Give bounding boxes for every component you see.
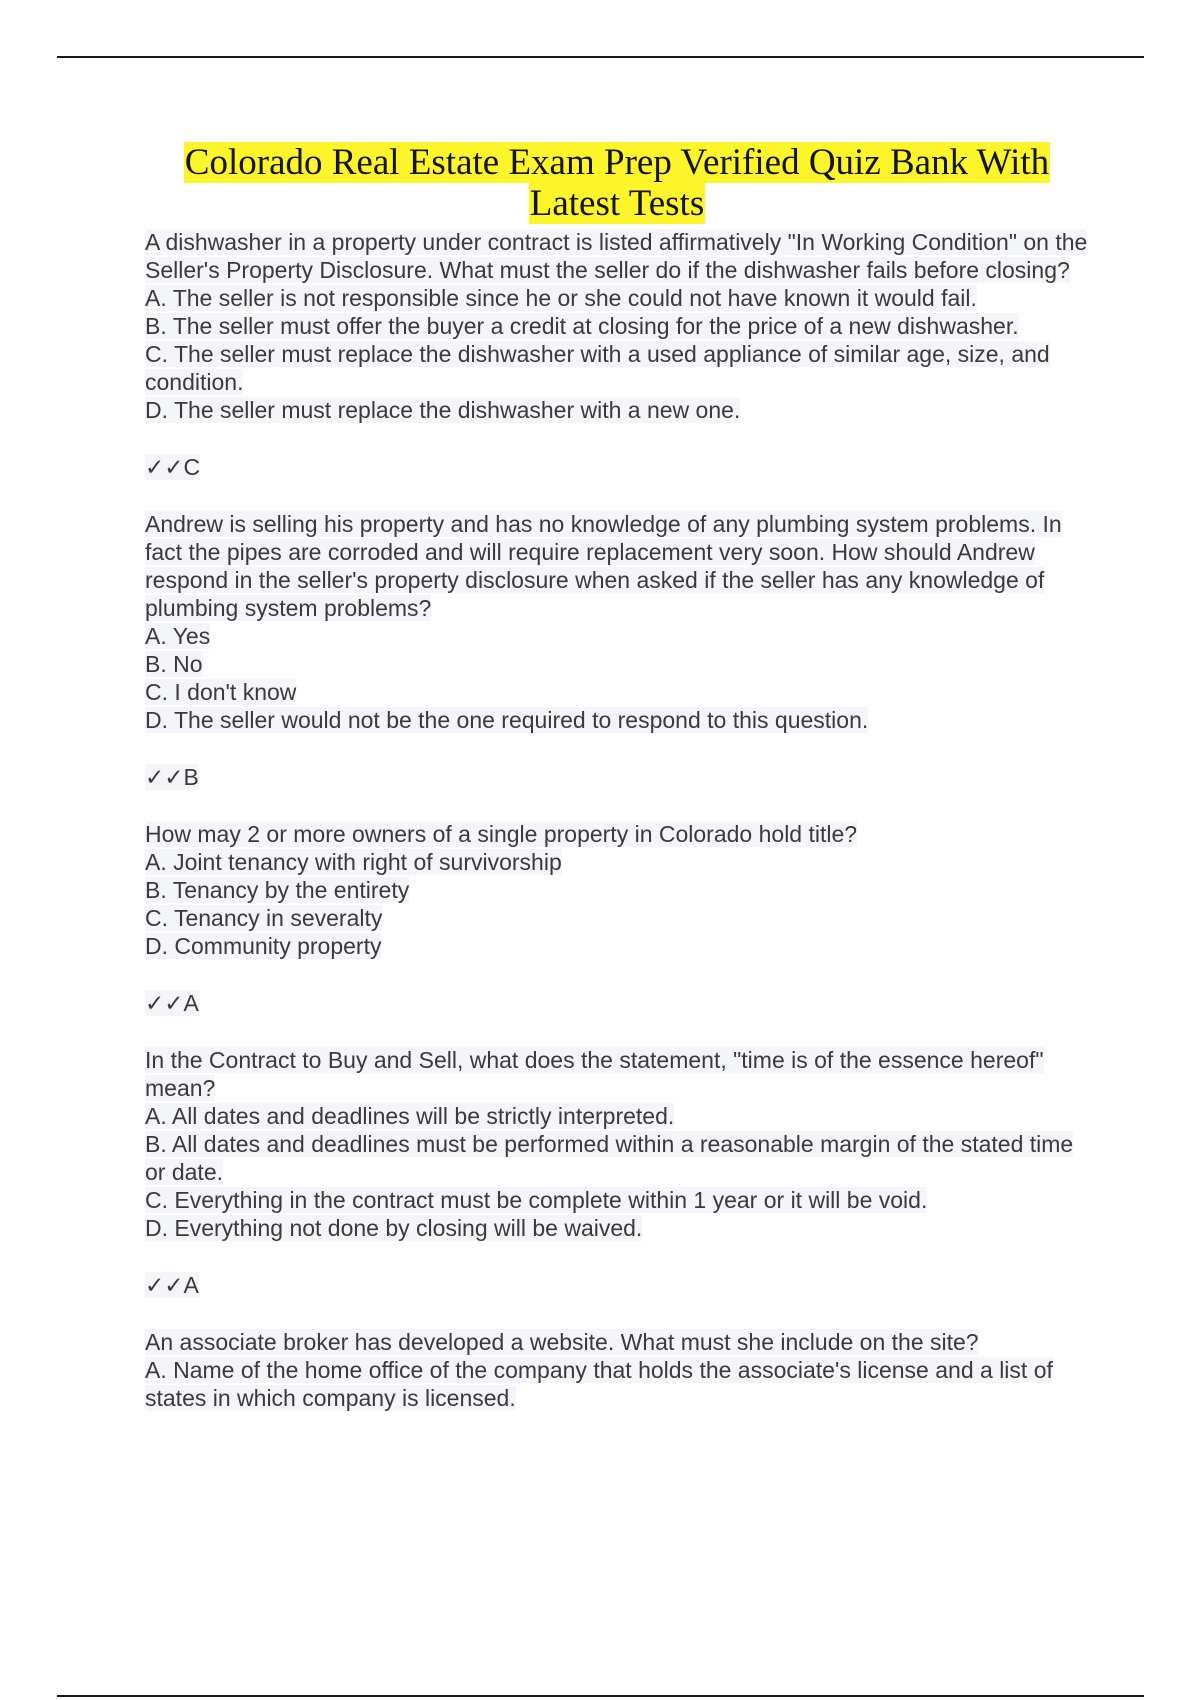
correct-answer: ✓✓A (145, 1272, 199, 1298)
quiz-content (145, 228, 1090, 1412)
answer-option: D. The seller would not be the one required to respond to this question. (145, 707, 869, 733)
answer-option: B. Tenancy by the entirety (145, 877, 410, 903)
question-block (145, 1046, 1090, 1299)
answer-option: A. Yes (145, 623, 211, 649)
question-block (145, 510, 1090, 791)
answer-option: D. Community property (145, 933, 382, 959)
question-block (145, 1328, 1090, 1412)
answer-option: B. No (145, 651, 203, 677)
answer-option: B. All dates and deadlines must be performed within a reasonable margin of the stated time or date. (145, 1131, 1074, 1185)
question-block (145, 228, 1090, 481)
answer-option: D. The seller must replace the dishwasher with a new one. (145, 397, 741, 423)
answer-option: C. Tenancy in severalty (145, 905, 383, 931)
question-text: In the Contract to Buy and Sell, what does the statement, "time is of the essence hereof" mean? (145, 1047, 1044, 1101)
correct-answer: ✓✓C (145, 454, 201, 480)
top-rule (57, 56, 1144, 58)
answer-option: C. The seller must replace the dishwasher with a used appliance of similar age, size, and condition. (145, 341, 1050, 395)
question-text: A dishwasher in a property under contract is listed affirmatively "In Working Condition" on the Seller's Property Disclosure. What must the seller do if the dishwasher fails before closing? (145, 229, 1088, 283)
title-line-2: Latest Tests (529, 183, 705, 224)
question-text: An associate broker has developed a website. What must she include on the site? (145, 1329, 979, 1355)
answer-option: A. Name of the home office of the company that holds the associate's license and a list of states in which company is licensed. (145, 1357, 1053, 1411)
answer-option: C. I don't know (145, 679, 297, 705)
question-text: How may 2 or more owners of a single property in Colorado hold title? (145, 821, 858, 847)
correct-answer: ✓✓A (145, 990, 199, 1016)
bottom-rule (57, 1695, 1144, 1697)
title-line-1: Colorado Real Estate Exam Prep Verified Quiz Bank With (184, 142, 1050, 183)
answer-option: D. Everything not done by closing will be waived. (145, 1215, 643, 1241)
answer-option: A. All dates and deadlines will be strictly interpreted. (145, 1103, 675, 1129)
answer-option: A. The seller is not responsible since he or she could not have known it would fail. (145, 285, 977, 311)
answer-option: C. Everything in the contract must be complete within 1 year or it will be void. (145, 1187, 928, 1213)
correct-answer: ✓✓B (145, 764, 199, 790)
question-text: Andrew is selling his property and has no knowledge of any plumbing system problems. In fact the pipes are corroded and will require replacement very soon. How should Andrew respond in the seller's property disclosure when asked if the seller has any knowledge of plumbing system problems? (145, 511, 1062, 621)
page-title (150, 142, 1084, 224)
answer-option: A. Joint tenancy with right of survivorship (145, 849, 562, 875)
answer-option: B. The seller must offer the buyer a credit at closing for the price of a new dishwasher. (145, 313, 1019, 339)
question-block (145, 820, 1090, 1017)
